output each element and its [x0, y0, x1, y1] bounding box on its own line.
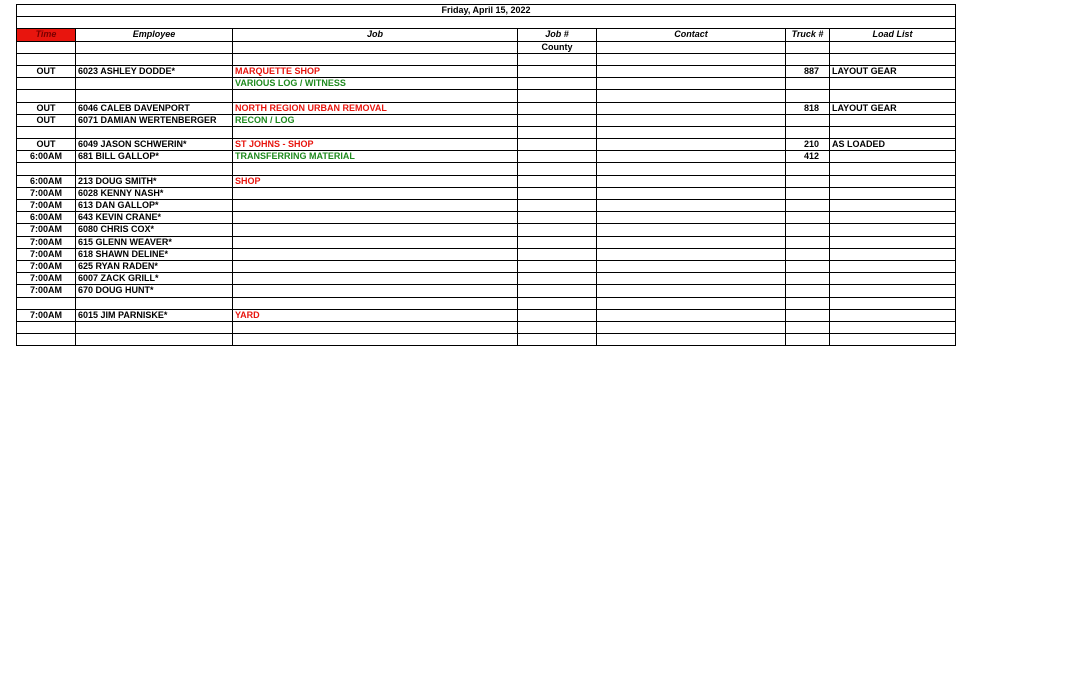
job-number-cell: [518, 114, 597, 126]
table-row: [17, 224, 956, 236]
county-column-header: County: [518, 41, 597, 53]
load-list-cell: [830, 114, 956, 126]
time-cell: 7:00AM: [17, 187, 76, 199]
table-row: [17, 321, 956, 333]
table-row: [17, 175, 956, 187]
employee-cell: 213 DOUG SMITH*: [76, 175, 233, 187]
job-column-header: Job: [233, 29, 518, 41]
truck-cell: [786, 187, 830, 199]
load-list-cell: [830, 175, 956, 187]
employee-cell: 6028 KENNY NASH*: [76, 187, 233, 199]
contact-cell: [597, 163, 786, 175]
load-list-cell: [830, 321, 956, 333]
job-cell: YARD: [233, 309, 518, 321]
job-number-cell: [518, 200, 597, 212]
contact-cell: [597, 273, 786, 285]
truck-cell: [786, 273, 830, 285]
contact-cell: [597, 114, 786, 126]
job-cell: [233, 224, 518, 236]
contact-cell: [597, 102, 786, 114]
table-row: [17, 151, 956, 163]
contact-cell: [597, 224, 786, 236]
job-number-cell: [518, 163, 597, 175]
contact-cell: [597, 321, 786, 333]
employee-cell: 625 RYAN RADEN*: [76, 260, 233, 272]
job-number-cell: [518, 78, 597, 90]
table-row: [17, 102, 956, 114]
employee-cell: [76, 321, 233, 333]
time-column-header: Time: [17, 29, 76, 41]
contact-cell: [597, 248, 786, 260]
time-cell: [17, 53, 76, 65]
contact-cell: [597, 53, 786, 65]
time-cell: [17, 321, 76, 333]
table-row: [17, 309, 956, 321]
job-number-cell: [518, 126, 597, 138]
employee-cell: 6046 CALEB DAVENPORT: [76, 102, 233, 114]
employee-cell: 670 DOUG HUNT*: [76, 285, 233, 297]
job-number-cell: [518, 187, 597, 199]
truck-cell: [786, 90, 830, 102]
contact-cell: [597, 260, 786, 272]
time-cell: [17, 297, 76, 309]
employee-cell: [76, 297, 233, 309]
job-number-cell: [518, 224, 597, 236]
contact-cell: [597, 309, 786, 321]
table-row: [17, 260, 956, 272]
truck-cell: [786, 53, 830, 65]
job-number-cell: [518, 273, 597, 285]
schedule-sheet: [16, 4, 955, 346]
contact-cell: [597, 126, 786, 138]
table-row: [17, 212, 956, 224]
truck-cell: 210: [786, 139, 830, 151]
employee-cell: 6007 ZACK GRILL*: [76, 273, 233, 285]
truck-cell: [786, 126, 830, 138]
contact-cell: [597, 78, 786, 90]
load-list-cell: [830, 212, 956, 224]
time-cell: 7:00AM: [17, 285, 76, 297]
job-cell: [233, 187, 518, 199]
contact-cell: [597, 212, 786, 224]
spacer-row: [17, 17, 956, 29]
title-row: [17, 5, 956, 17]
contact-cell: [597, 200, 786, 212]
truck-cell: [786, 236, 830, 248]
time-cell: 7:00AM: [17, 248, 76, 260]
truck-cell: [786, 78, 830, 90]
truck-cell: [786, 224, 830, 236]
time-cell: 7:00AM: [17, 260, 76, 272]
job-number-cell: [518, 139, 597, 151]
load-list-cell: AS LOADED: [830, 139, 956, 151]
load-list-cell: LAYOUT GEAR: [830, 65, 956, 77]
employee-cell: 615 GLENN WEAVER*: [76, 236, 233, 248]
job-cell: TRANSFERRING MATERIAL: [233, 151, 518, 163]
contact-cell: [597, 139, 786, 151]
job-number-cell: [518, 285, 597, 297]
job-cell: [233, 200, 518, 212]
truck-cell: [786, 297, 830, 309]
job-cell: VARIOUS LOG / WITNESS: [233, 78, 518, 90]
table-row: [17, 163, 956, 175]
load-list-cell: [830, 260, 956, 272]
load-list-cell: [830, 236, 956, 248]
job-cell: NORTH REGION URBAN REMOVAL: [233, 102, 518, 114]
job-number-cell: [518, 309, 597, 321]
time-cell: [17, 334, 76, 346]
job-cell: [233, 248, 518, 260]
job-number-cell: [518, 212, 597, 224]
job-cell: [233, 90, 518, 102]
truck-column-header: Truck #: [786, 29, 830, 41]
job-number-column-header: Job #: [518, 29, 597, 41]
employee-cell: 681 BILL GALLOP*: [76, 151, 233, 163]
employee-cell: 643 KEVIN CRANE*: [76, 212, 233, 224]
employee-cell: [76, 78, 233, 90]
load-list-cell: [830, 309, 956, 321]
time-cell: OUT: [17, 139, 76, 151]
schedule-date-title: Friday, April 15, 2022: [17, 5, 956, 17]
job-cell: [233, 260, 518, 272]
load-list-cell: [830, 285, 956, 297]
truck-cell: 412: [786, 151, 830, 163]
employee-cell: 6080 CHRIS COX*: [76, 224, 233, 236]
job-cell: [233, 321, 518, 333]
job-number-cell: [518, 53, 597, 65]
truck-cell: [786, 163, 830, 175]
employee-cell: [76, 334, 233, 346]
table-row: [17, 53, 956, 65]
table-row: [17, 187, 956, 199]
job-cell: [233, 334, 518, 346]
job-cell: [233, 285, 518, 297]
time-cell: 7:00AM: [17, 236, 76, 248]
contact-cell: [597, 236, 786, 248]
load-list-cell: [830, 151, 956, 163]
table-row: [17, 285, 956, 297]
time-cell: 7:00AM: [17, 224, 76, 236]
time-cell: OUT: [17, 65, 76, 77]
truck-cell: [786, 248, 830, 260]
employee-cell: 6049 JASON SCHWERIN*: [76, 139, 233, 151]
load-list-cell: [830, 248, 956, 260]
contact-cell: [597, 151, 786, 163]
load-list-cell: [830, 297, 956, 309]
job-number-cell: [518, 334, 597, 346]
table-row: [17, 273, 956, 285]
employee-cell: [76, 90, 233, 102]
time-cell: OUT: [17, 114, 76, 126]
employee-cell: 6015 JIM PARNISKE*: [76, 309, 233, 321]
table-row: [17, 334, 956, 346]
table-row: [17, 297, 956, 309]
table-row: [17, 248, 956, 260]
job-cell: [233, 53, 518, 65]
truck-cell: [786, 285, 830, 297]
load-list-cell: [830, 78, 956, 90]
time-cell: 7:00AM: [17, 200, 76, 212]
job-cell: [233, 297, 518, 309]
table-row: [17, 78, 956, 90]
table-row: [17, 114, 956, 126]
load-list-cell: [830, 53, 956, 65]
table-row: [17, 126, 956, 138]
load-list-cell: LAYOUT GEAR: [830, 102, 956, 114]
load-list-cell: [830, 334, 956, 346]
table-row: [17, 200, 956, 212]
contact-cell: [597, 187, 786, 199]
truck-cell: [786, 309, 830, 321]
job-cell: [233, 163, 518, 175]
table-row: [17, 90, 956, 102]
job-number-cell: [518, 260, 597, 272]
truck-cell: [786, 212, 830, 224]
load-list-cell: [830, 163, 956, 175]
job-cell: [233, 212, 518, 224]
header-row: [17, 29, 956, 41]
load-list-cell: [830, 200, 956, 212]
contact-cell: [597, 65, 786, 77]
job-number-cell: [518, 321, 597, 333]
time-cell: 6:00AM: [17, 212, 76, 224]
time-cell: [17, 90, 76, 102]
employee-cell: [76, 53, 233, 65]
employee-cell: 613 DAN GALLOP*: [76, 200, 233, 212]
truck-cell: [786, 334, 830, 346]
time-cell: [17, 126, 76, 138]
job-number-cell: [518, 90, 597, 102]
employee-column-header: Employee: [76, 29, 233, 41]
employee-cell: 618 SHAWN DELINE*: [76, 248, 233, 260]
load-list-column-header: Load List: [830, 29, 956, 41]
job-cell: RECON / LOG: [233, 114, 518, 126]
time-cell: [17, 163, 76, 175]
job-cell: [233, 236, 518, 248]
load-list-cell: [830, 273, 956, 285]
employee-cell: 6023 ASHLEY DODDE*: [76, 65, 233, 77]
employee-cell: [76, 163, 233, 175]
truck-cell: [786, 200, 830, 212]
job-number-cell: [518, 248, 597, 260]
contact-cell: [597, 90, 786, 102]
time-cell: 7:00AM: [17, 273, 76, 285]
job-number-cell: [518, 65, 597, 77]
job-cell: MARQUETTE SHOP: [233, 65, 518, 77]
job-cell: [233, 273, 518, 285]
contact-cell: [597, 175, 786, 187]
time-cell: 7:00AM: [17, 309, 76, 321]
truck-cell: [786, 175, 830, 187]
employee-cell: [76, 126, 233, 138]
job-number-cell: [518, 102, 597, 114]
load-list-cell: [830, 224, 956, 236]
load-list-cell: [830, 90, 956, 102]
truck-cell: 887: [786, 65, 830, 77]
time-cell: [17, 78, 76, 90]
job-number-cell: [518, 236, 597, 248]
job-cell: [233, 126, 518, 138]
truck-cell: [786, 114, 830, 126]
schedule-table: [16, 4, 956, 346]
load-list-cell: [830, 187, 956, 199]
contact-cell: [597, 334, 786, 346]
contact-column-header: Contact: [597, 29, 786, 41]
truck-cell: [786, 321, 830, 333]
job-number-cell: [518, 297, 597, 309]
contact-cell: [597, 297, 786, 309]
time-cell: 6:00AM: [17, 151, 76, 163]
truck-cell: [786, 260, 830, 272]
employee-cell: 6071 DAMIAN WERTENBERGER: [76, 114, 233, 126]
time-cell: 6:00AM: [17, 175, 76, 187]
truck-cell: 818: [786, 102, 830, 114]
contact-cell: [597, 285, 786, 297]
subheader-row: [17, 41, 956, 53]
job-cell: SHOP: [233, 175, 518, 187]
table-row: [17, 139, 956, 151]
table-row: [17, 236, 956, 248]
job-cell: ST JOHNS - SHOP: [233, 139, 518, 151]
job-number-cell: [518, 151, 597, 163]
load-list-cell: [830, 126, 956, 138]
time-cell: OUT: [17, 102, 76, 114]
job-number-cell: [518, 175, 597, 187]
table-row: [17, 65, 956, 77]
